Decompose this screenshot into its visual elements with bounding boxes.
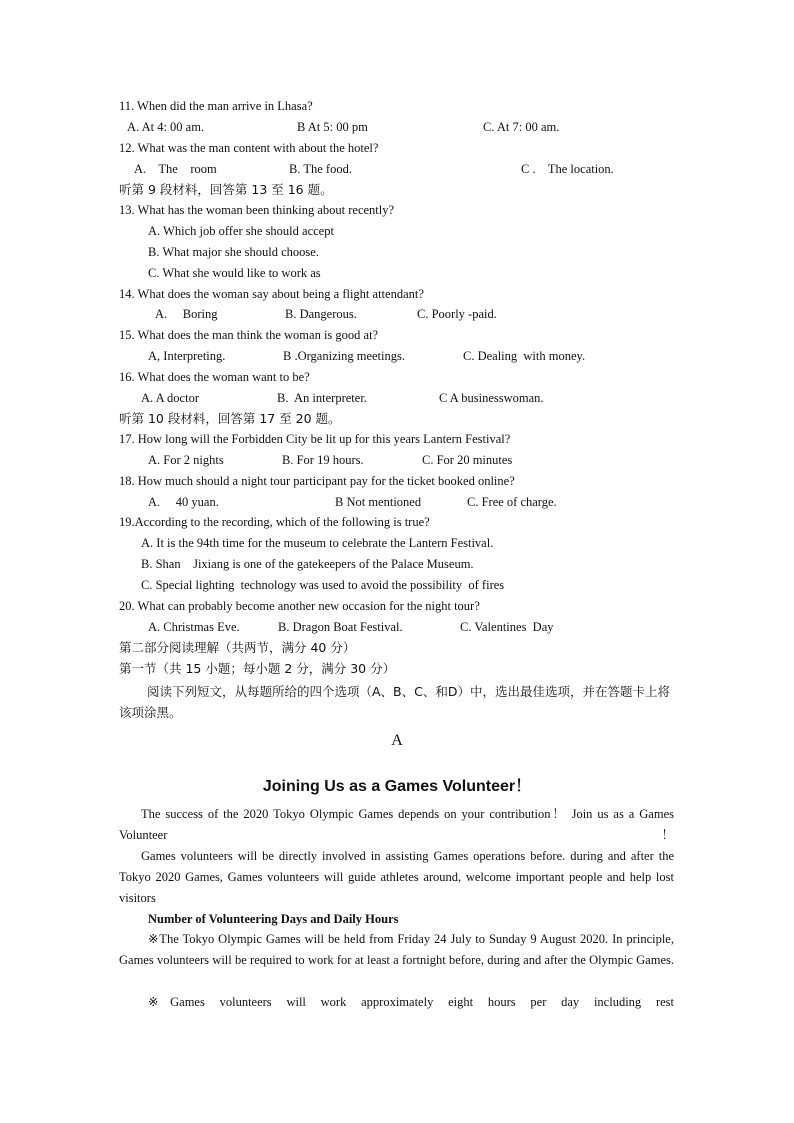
question-16-option-a: A. A doctor — [141, 391, 199, 405]
passage-paragraph-1: The success of the 2020 Tokyo Olympic Games depends on your contribution！ Join us as a Games Volunteer！ — [119, 807, 674, 842]
question-14-stem: 14. What does the woman say about being a flight attendant? — [119, 287, 424, 301]
question-16-option-c: C A businesswoman. — [439, 391, 544, 405]
passage-subheading: Number of Volunteering Days and Daily Hours — [148, 912, 399, 926]
question-19-option-b: B. Shan Jixiang is one of the gatekeepers of the Palace Museum. — [141, 557, 474, 571]
question-18-option-b: B Not mentioned — [335, 495, 422, 509]
part-2-heading: 第二部分阅读理解（共两节，满分 40 分） — [119, 640, 356, 655]
question-17-stem: 17. How long will the Forbidden City be lit up for this years Lantern Festival? — [119, 432, 511, 446]
question-18-option-a: A. 40 yuan. — [148, 495, 219, 509]
question-17-option-c: C. For 20 minutes — [422, 453, 513, 467]
question-20-option-b: B. Dragon Boat Festival. — [278, 620, 403, 634]
question-19-stem: 19.According to the recording, which of the following is true? — [119, 515, 430, 529]
part-2-section-1: 第一节（共 15 小题；每小题 2 分，满分 30 分） — [119, 661, 396, 676]
question-12-option-a: A. The room — [134, 162, 217, 176]
question-20-option-c: C. Valentines Day — [460, 620, 554, 634]
question-16-option-b: B. An interpreter. — [277, 391, 367, 405]
section-10-instruction: 听第 10 段材料，回答第 17 至 20 题。 — [119, 411, 341, 426]
question-12-option-c: C . The location. — [521, 162, 614, 176]
passage-paragraph-4: ※Games volunteers will work approximately eight hours per day including rest — [148, 995, 674, 1009]
question-15-option-a: A, Interpreting. — [148, 349, 226, 363]
question-13-option-b: B. What major she should choose. — [148, 245, 319, 259]
question-14-option-b: B. Dangerous. — [285, 307, 357, 321]
question-11-option-c: C. At 7: 00 am. — [483, 120, 560, 134]
question-20-option-a: A. Christmas Eve. — [148, 620, 240, 634]
question-14-option-a: A. Boring — [155, 307, 218, 321]
question-16-stem: 16. What does the woman want to be? — [119, 370, 310, 384]
question-19-option-a: A. It is the 94th time for the museum to celebrate the Lantern Festival. — [141, 536, 494, 550]
question-15-stem: 15. What does the man think the woman is good at? — [119, 328, 379, 342]
question-20-stem: 20. What can probably become another new occasion for the night tour? — [119, 599, 480, 613]
question-13-option-c: C. What she would like to work as — [148, 266, 321, 280]
question-14-option-c: C. Poorly -paid. — [417, 307, 497, 321]
question-15-option-c: C. Dealing with money. — [463, 349, 586, 363]
question-13-stem: 13. What has the woman been thinking about recently? — [119, 203, 395, 217]
question-19-option-c: C. Special lighting technology was used to avoid the possibility of fires — [141, 578, 505, 592]
question-18-option-c: C. Free of charge. — [467, 495, 557, 509]
question-12-option-b: B. The food. — [289, 162, 352, 176]
passage-letter: A — [391, 732, 403, 749]
section-9-instruction: 听第 9 段材料，回答第 13 至 16 题。 — [119, 182, 333, 197]
question-15-option-b: B .Organizing meetings. — [283, 349, 405, 363]
question-13-option-a: A. Which job offer she should accept — [148, 224, 334, 238]
question-18-stem: 18. How much should a night tour participant pay for the ticket booked online? — [119, 474, 515, 488]
passage-paragraph-2: Games volunteers will be directly involved in assisting Games operations before. during and after the Tokyo 2020 Games, Games volunteers will guide athletes around, welcome important people and help lost visitors — [119, 849, 674, 905]
question-11-option-a: A. At 4: 00 am. — [127, 120, 205, 134]
question-17-option-a: A. For 2 nights — [148, 453, 224, 467]
question-11-option-b: B At 5: 00 pm — [297, 120, 368, 134]
part-2-instruction: 阅读下列短文，从每题所给的四个选项（A、B、C、和D）中，选出最佳选项，并在答题卡上将该项涂黑。 — [119, 684, 670, 720]
question-12-stem: 12. What was the man content with about the hotel? — [119, 141, 379, 155]
question-17-option-b: B. For 19 hours. — [282, 453, 364, 467]
question-11-stem: 11. When did the man arrive in Lhasa? — [119, 99, 313, 113]
passage-paragraph-3: ※The Tokyo Olympic Games will be held from Friday 24 July to Sunday 9 August 2020. In principle, Games volunteers will be required to work for at least a fortnight before, during and after the Olympic Games. — [119, 932, 674, 967]
passage-title: Joining Us as a Games Volunteer！ — [262, 778, 532, 795]
